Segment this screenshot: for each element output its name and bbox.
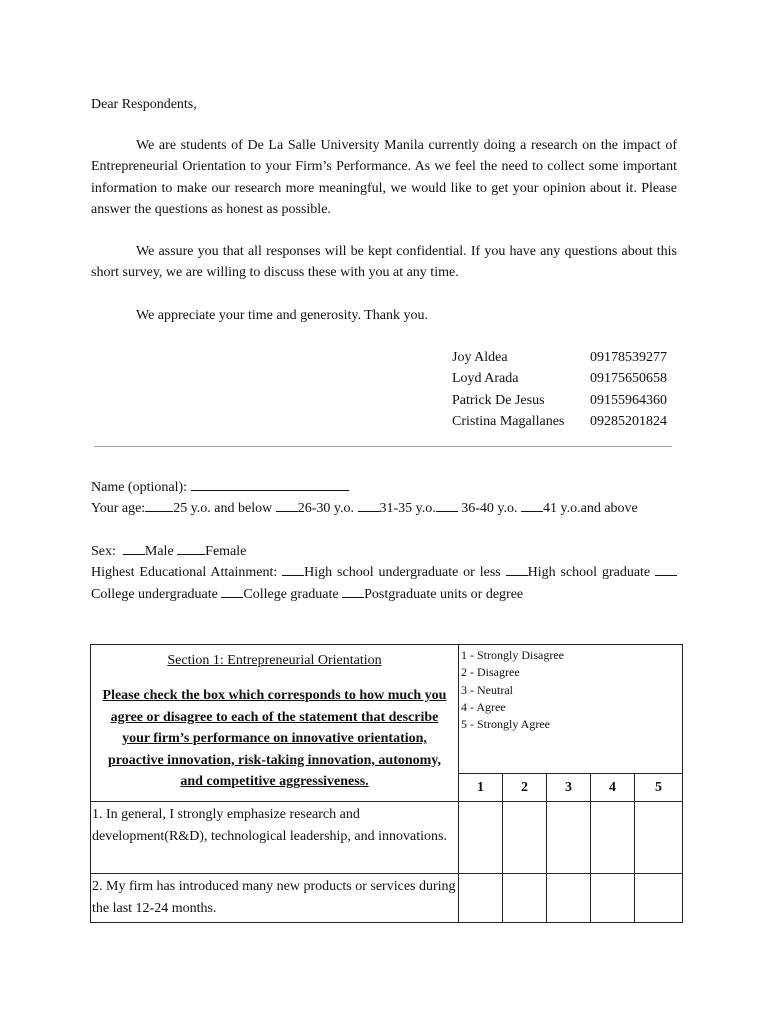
confidentiality-paragraph: We assure you that all responses will be kept confidential. If you have any questions about this short survey, we are willing to discuss these with you at any time. [91, 244, 677, 281]
age-blank-1[interactable] [145, 497, 173, 512]
contact-row [452, 411, 667, 432]
age-blank-4[interactable] [436, 497, 458, 512]
age-blank-3[interactable] [358, 497, 380, 512]
rating-checkbox-4[interactable] [591, 874, 635, 923]
rating-checkbox-5[interactable] [635, 802, 683, 874]
education-blank-3[interactable] [655, 561, 677, 576]
rating-checkbox-2[interactable] [503, 802, 547, 874]
scale-column-header: 1 [459, 774, 503, 802]
contact-phone: 09178539277 [590, 350, 667, 365]
age-blank-2[interactable] [276, 497, 298, 512]
contact-name: Patrick De Jesus [452, 392, 545, 408]
contact-phone: 09285201824 [590, 413, 667, 429]
rating-checkbox-1[interactable] [459, 874, 503, 923]
education-option: High school undergraduate or less [304, 565, 501, 580]
contact-row [452, 390, 667, 411]
salutation: Dear Respondents, [91, 97, 197, 112]
scale-column-header: 5 [635, 774, 683, 802]
question-text: 2. My firm has introduced many new products or services during the last 12-24 months. [91, 874, 459, 923]
education-option: College graduate [243, 587, 339, 603]
divider [94, 446, 672, 447]
rating-checkbox-3[interactable] [547, 802, 591, 874]
section-instruction: Please check the box which corresponds to how much you agree or disagree to each of the statement that describe your firm’s performance on innovative orientation, proactive innovation, risk-taking innovation, autonomy, and competitive aggressiveness. [102, 688, 447, 789]
name-blank[interactable] [191, 476, 349, 491]
scale-legend [459, 645, 683, 774]
education-option: High school graduate [527, 565, 651, 580]
education-field-line [91, 561, 677, 606]
age-option: 41 y.o.and above [543, 501, 638, 516]
age-option: 31-35 y.o. [379, 501, 436, 516]
sex-blank-male[interactable] [123, 540, 145, 555]
scale-item: 5 - Strongly Agree [461, 717, 550, 732]
scale-column-header: 3 [547, 774, 591, 802]
sex-option: Male [144, 544, 174, 559]
contact-phone: 09175650658 [590, 371, 667, 387]
sex-blank-female[interactable] [177, 540, 205, 555]
sex-label: Sex: [91, 544, 116, 559]
rating-checkbox-4[interactable] [591, 802, 635, 874]
contact-phone: 09155964360 [590, 392, 667, 408]
rating-checkbox-1[interactable] [459, 802, 503, 874]
education-blank-2[interactable] [506, 561, 528, 576]
scale-item: 4 - Agree [461, 699, 506, 714]
table-row [91, 874, 683, 923]
scale-column-header: 2 [503, 774, 547, 802]
name-field-line [91, 476, 677, 498]
contact-row [452, 347, 667, 368]
table-header-row [91, 645, 683, 774]
rating-checkbox-5[interactable] [635, 874, 683, 923]
name-label: Name (optional): [91, 480, 188, 495]
education-option: College undergraduate [91, 587, 218, 603]
survey-table [90, 644, 683, 923]
question-text: 1. In general, I strongly emphasize research and development(R&D), technological leadership, and innovations. [91, 802, 459, 874]
age-option: 26-30 y.o. [297, 501, 354, 516]
contact-name: Cristina Magallanes [452, 413, 565, 429]
age-option: 25 y.o. and below [173, 501, 273, 516]
intro-paragraph: We are students of De La Salle University Manila currently doing a research on the impact of Entrepreneurial Orientation to your Firm’s Performance. As we feel the need to collect some important information to make our research more meaningful, we would like to get your opinion about it. Please answer the questions as honest as possible. [91, 138, 677, 217]
education-blank-4[interactable] [221, 583, 243, 598]
contact-row [452, 368, 667, 389]
age-label: Your age: [91, 501, 146, 516]
scale-item: 3 - Neutral [461, 682, 513, 697]
scale-item: 1 - Strongly Disagree [461, 648, 564, 662]
education-blank-1[interactable] [282, 561, 304, 576]
thanks-paragraph: We appreciate your time and generosity. Thank you. [136, 308, 428, 323]
age-field-line [91, 497, 677, 519]
age-option: 36-40 y.o. [461, 501, 518, 516]
rating-checkbox-3[interactable] [547, 874, 591, 923]
rating-checkbox-2[interactable] [503, 874, 547, 923]
age-blank-5[interactable] [521, 497, 543, 512]
contact-name: Joy Aldea [452, 350, 508, 365]
contact-list [452, 347, 667, 432]
sex-field-line [91, 540, 677, 562]
scale-column-header: 4 [591, 774, 635, 802]
sex-option: Female [205, 544, 247, 559]
education-label: Highest Educational Attainment: [91, 565, 278, 580]
section-header-cell [91, 645, 459, 802]
table-row [91, 802, 683, 874]
education-option: Postgraduate units or degree [364, 587, 524, 603]
education-blank-5[interactable] [342, 583, 364, 598]
scale-item: 2 - Disagree [461, 665, 520, 680]
contact-name: Loyd Arada [452, 371, 519, 387]
section-title: Section 1: Entrepreneurial Orientation [167, 653, 382, 668]
